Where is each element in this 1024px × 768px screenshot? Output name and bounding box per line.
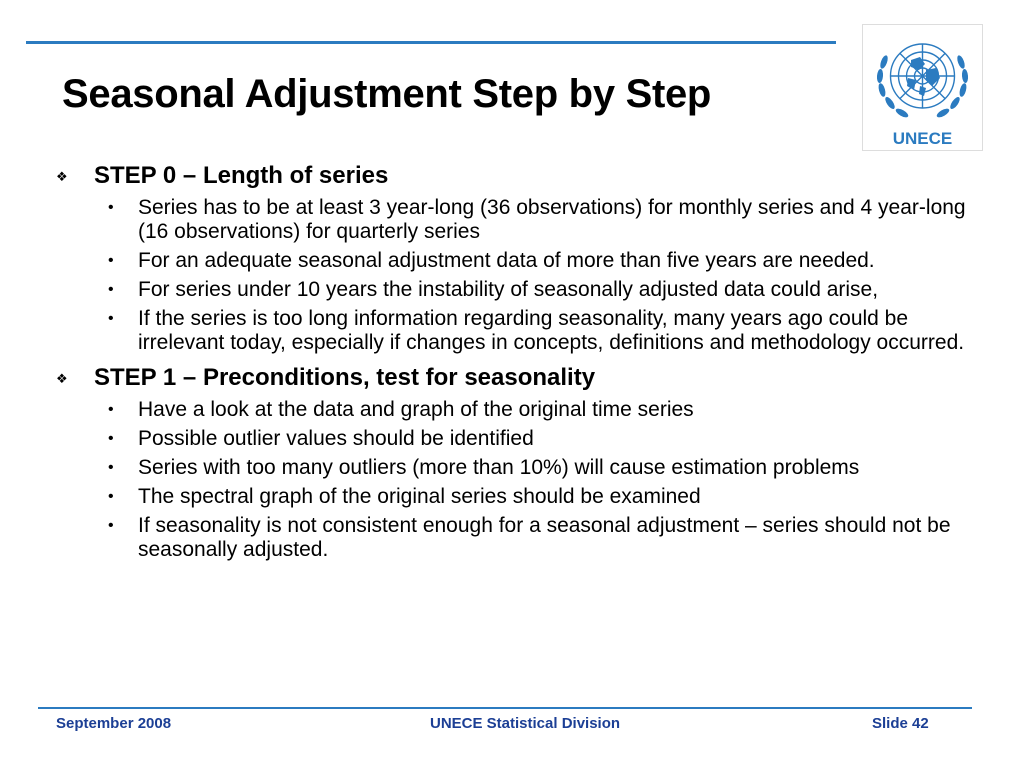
bullet-dot-icon: •: [108, 488, 114, 505]
list-item-text: If the series is too long information regarding seasonality, many years ago could be irrelevant today, especially if changes in concepts, definitions and methodology occurred.: [138, 307, 965, 354]
footer-divider-line: [38, 707, 972, 709]
list-item: [52, 398, 992, 422]
bullet-dot-icon: •: [108, 401, 114, 418]
list-item: [52, 427, 992, 451]
bullet-dot-icon: •: [108, 517, 114, 534]
bullet-dot-icon: •: [108, 459, 114, 476]
slide-title: Seasonal Adjustment Step by Step: [62, 72, 712, 116]
list-item: [52, 196, 992, 244]
un-emblem-icon: [862, 24, 983, 151]
step-heading: [52, 161, 992, 191]
bullet-dot-icon: •: [108, 199, 114, 216]
list-item: [52, 307, 992, 355]
diamond-bullet-icon: ❖: [56, 169, 68, 184]
list-item: [52, 514, 992, 562]
list-item: [52, 278, 992, 302]
logo-wordmark: UNECE: [892, 129, 953, 148]
unece-logo: [862, 24, 983, 151]
footer-date: September 2008: [56, 715, 172, 732]
slide-body: [52, 157, 992, 562]
slide-number: Slide 42: [872, 715, 929, 732]
list-item: [52, 485, 992, 509]
step-heading: [52, 363, 992, 393]
top-divider-line: [26, 41, 836, 44]
bullet-dot-icon: •: [108, 281, 114, 298]
footer-organization: UNECE Statistical Division: [430, 715, 621, 732]
list-item-text: Series has to be at least 3 year-long (36 observations) for monthly series and 4 year-long (16 observations) for quarterly series: [138, 196, 966, 243]
list-item-text: For series under 10 years the instability of seasonally adjusted data could arise,: [138, 278, 879, 301]
list-item-text: For an adequate seasonal adjustment data of more than five years are needed.: [138, 249, 875, 272]
list-item: [52, 456, 992, 480]
bullet-dot-icon: •: [108, 310, 114, 327]
list-item-text: If seasonality is not consistent enough for a seasonal adjustment – series should not be seasonally adjusted.: [138, 514, 951, 561]
step-heading-text: STEP 1 – Preconditions, test for seasonality: [94, 364, 596, 391]
list-item-text: Have a look at the data and graph of the original time series: [138, 398, 694, 421]
bullet-dot-icon: •: [108, 252, 114, 269]
list-item-text: The spectral graph of the original series should be examined: [138, 485, 701, 508]
list-item: [52, 249, 992, 273]
list-item-text: Series with too many outliers (more than 10%) will cause estimation problems: [138, 456, 860, 479]
list-item-text: Possible outlier values should be identified: [138, 427, 534, 450]
step-heading-text: STEP 0 – Length of series: [94, 162, 389, 189]
diamond-bullet-icon: ❖: [56, 371, 68, 386]
bullet-dot-icon: •: [108, 430, 114, 447]
